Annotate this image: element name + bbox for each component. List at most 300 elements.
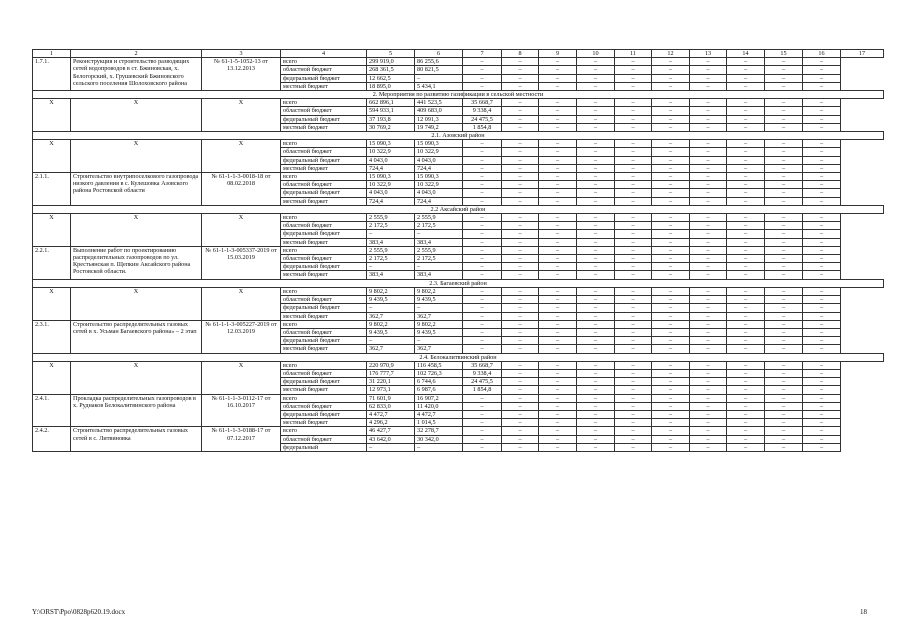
amount-cell: –	[615, 230, 652, 238]
amount-cell: –	[615, 345, 652, 353]
amount-cell: –	[652, 66, 690, 74]
amount-cell: 2 172,5	[367, 255, 415, 263]
amount-cell: –	[652, 345, 690, 353]
amount-cell: –	[577, 312, 615, 320]
column-number: 11	[615, 50, 652, 58]
amount-cell: –	[652, 361, 690, 369]
item-document: № 61-1-1-3-0112-17 от 16.10.2017	[202, 394, 281, 427]
amount-cell: –	[690, 123, 727, 131]
table-row	[33, 173, 884, 181]
amount-cell: 43 642,0	[367, 435, 415, 443]
amount-cell: –	[615, 435, 652, 443]
amount-cell: –	[765, 123, 803, 131]
item-document: № 61-1-1-3-005337-2019 от 15.03.2019	[202, 246, 281, 279]
amount-cell: –	[690, 148, 727, 156]
funding-source: федеральный бюджет	[281, 230, 367, 238]
item-number: Х	[33, 361, 71, 394]
amount-cell: –	[502, 312, 539, 320]
amount-cell: –	[463, 271, 502, 279]
amount-cell: 1 014,5	[415, 419, 463, 427]
amount-cell: –	[502, 378, 539, 386]
table-body	[33, 50, 884, 452]
amount-cell: –	[615, 238, 652, 246]
amount-cell: –	[690, 164, 727, 172]
amount-cell: –	[727, 173, 765, 181]
amount-cell: –	[502, 230, 539, 238]
amount-cell: –	[577, 99, 615, 107]
amount-cell: 724,4	[367, 197, 415, 205]
amount-cell: 30 769,2	[367, 123, 415, 131]
amount-cell: –	[690, 255, 727, 263]
amount-cell: 9 338,4	[463, 107, 502, 115]
amount-cell: –	[727, 287, 765, 295]
amount-cell: –	[652, 238, 690, 246]
amount-cell: –	[690, 140, 727, 148]
amount-cell: –	[577, 255, 615, 263]
amount-cell: –	[652, 410, 690, 418]
amount-cell: –	[577, 263, 615, 271]
amount-cell: –	[652, 197, 690, 205]
amount-cell: –	[652, 427, 690, 435]
amount-cell: –	[577, 361, 615, 369]
amount-cell: –	[803, 148, 841, 156]
amount-cell: –	[652, 369, 690, 377]
amount-cell: 31 220,1	[367, 378, 415, 386]
funding-source: областной бюджет	[281, 222, 367, 230]
amount-cell: 4 043,0	[367, 156, 415, 164]
amount-cell: –	[615, 271, 652, 279]
amount-cell: –	[727, 443, 765, 451]
funding-source: федеральный бюджет	[281, 156, 367, 164]
amount-cell: 30 342,0	[415, 435, 463, 443]
amount-cell: –	[463, 181, 502, 189]
amount-cell: –	[727, 320, 765, 328]
amount-cell: –	[765, 386, 803, 394]
amount-cell: –	[615, 361, 652, 369]
table-row	[33, 246, 884, 254]
amount-cell: –	[577, 74, 615, 82]
amount-cell: 2 555,9	[367, 214, 415, 222]
amount-cell: –	[803, 238, 841, 246]
amount-cell: –	[765, 173, 803, 181]
amount-cell: 9 802,2	[367, 320, 415, 328]
amount-cell: –	[577, 189, 615, 197]
amount-cell: –	[727, 378, 765, 386]
amount-cell: –	[727, 222, 765, 230]
amount-cell: 441 523,5	[415, 99, 463, 107]
item-name: Х	[71, 99, 202, 132]
amount-cell: –	[765, 140, 803, 148]
amount-cell: –	[539, 173, 577, 181]
amount-cell: –	[463, 246, 502, 254]
amount-cell: –	[690, 296, 727, 304]
amount-cell: –	[652, 82, 690, 90]
amount-cell: –	[765, 181, 803, 189]
amount-cell: –	[803, 386, 841, 394]
amount-cell: –	[615, 222, 652, 230]
amount-cell: –	[577, 304, 615, 312]
funding-source: федеральный бюджет	[281, 189, 367, 197]
amount-cell: –	[690, 337, 727, 345]
amount-cell: –	[539, 443, 577, 451]
amount-cell: –	[803, 74, 841, 82]
amount-cell: –	[727, 361, 765, 369]
amount-cell: –	[577, 419, 615, 427]
funding-source: федеральный бюджет	[281, 115, 367, 123]
amount-cell: –	[727, 312, 765, 320]
amount-cell: –	[539, 369, 577, 377]
column-number: 4	[281, 50, 367, 58]
amount-cell: –	[539, 427, 577, 435]
amount-cell: –	[803, 66, 841, 74]
amount-cell: –	[803, 99, 841, 107]
amount-cell: –	[615, 378, 652, 386]
funding-source: областной бюджет	[281, 328, 367, 336]
amount-cell: –	[765, 66, 803, 74]
amount-cell: –	[577, 427, 615, 435]
amount-cell: 86 255,6	[415, 58, 463, 66]
amount-cell: –	[765, 58, 803, 66]
amount-cell: –	[463, 214, 502, 222]
item-document: № 61-1-1-3-0018-18 от 08.02.2018	[202, 173, 281, 206]
amount-cell: –	[502, 394, 539, 402]
amount-cell: –	[803, 435, 841, 443]
amount-cell: 1 854,8	[463, 386, 502, 394]
amount-cell: –	[727, 296, 765, 304]
funding-source: всего	[281, 140, 367, 148]
amount-cell: –	[652, 443, 690, 451]
funding-source: областной бюджет	[281, 435, 367, 443]
amount-cell: –	[652, 402, 690, 410]
amount-cell: –	[727, 246, 765, 254]
amount-cell: 32 278,7	[415, 427, 463, 435]
funding-source: местный бюджет	[281, 419, 367, 427]
funding-source: всего	[281, 173, 367, 181]
amount-cell: –	[652, 296, 690, 304]
amount-cell: –	[539, 312, 577, 320]
amount-cell: –	[690, 197, 727, 205]
amount-cell: –	[415, 304, 463, 312]
amount-cell: –	[803, 296, 841, 304]
amount-cell: –	[652, 337, 690, 345]
amount-cell: –	[803, 197, 841, 205]
amount-cell: –	[727, 419, 765, 427]
amount-cell: –	[727, 230, 765, 238]
amount-cell: –	[765, 189, 803, 197]
amount-cell: –	[463, 394, 502, 402]
amount-cell: –	[502, 74, 539, 82]
amount-cell: –	[652, 328, 690, 336]
amount-cell: –	[463, 156, 502, 164]
amount-cell: –	[765, 197, 803, 205]
column-number: 8	[502, 50, 539, 58]
amount-cell: 11 420,0	[415, 402, 463, 410]
funding-source: местный бюджет	[281, 238, 367, 246]
column-number: 9	[539, 50, 577, 58]
amount-cell: –	[652, 222, 690, 230]
amount-cell: –	[577, 320, 615, 328]
amount-cell: –	[690, 386, 727, 394]
amount-cell: –	[690, 419, 727, 427]
amount-cell: –	[539, 435, 577, 443]
amount-cell: 594 933,1	[367, 107, 415, 115]
amount-cell: –	[539, 328, 577, 336]
column-number: 2	[71, 50, 202, 58]
amount-cell: –	[463, 287, 502, 295]
amount-cell: –	[727, 402, 765, 410]
amount-cell: –	[615, 123, 652, 131]
amount-cell: –	[652, 230, 690, 238]
amount-cell: –	[652, 115, 690, 123]
amount-cell: –	[615, 443, 652, 451]
funding-source: местный бюджет	[281, 123, 367, 131]
amount-cell: –	[803, 189, 841, 197]
funding-source: всего	[281, 394, 367, 402]
amount-cell: –	[502, 164, 539, 172]
amount-cell: –	[463, 443, 502, 451]
amount-cell: 10 322,9	[367, 148, 415, 156]
funding-source: федеральный	[281, 443, 367, 451]
amount-cell: 62 833,0	[367, 402, 415, 410]
amount-cell: –	[463, 435, 502, 443]
amount-cell: 4 043,0	[367, 189, 415, 197]
amount-cell: –	[502, 181, 539, 189]
amount-cell: –	[577, 164, 615, 172]
amount-cell: –	[539, 58, 577, 66]
amount-cell: –	[765, 148, 803, 156]
amount-cell: 18 895,0	[367, 82, 415, 90]
amount-cell: –	[803, 287, 841, 295]
funding-source: областной бюджет	[281, 255, 367, 263]
amount-cell: –	[652, 123, 690, 131]
amount-cell: –	[615, 173, 652, 181]
amount-cell: –	[727, 435, 765, 443]
column-number-row	[33, 50, 884, 58]
amount-cell: –	[765, 328, 803, 336]
amount-cell: –	[727, 82, 765, 90]
amount-cell: –	[577, 107, 615, 115]
amount-cell: 80 821,5	[415, 66, 463, 74]
amount-cell: –	[539, 394, 577, 402]
amount-cell: 9 802,2	[367, 287, 415, 295]
column-number: 7	[463, 50, 502, 58]
amount-cell: –	[803, 214, 841, 222]
item-number: 1.7.1.	[33, 58, 71, 91]
amount-cell: –	[615, 82, 652, 90]
amount-cell: –	[539, 337, 577, 345]
amount-cell: 12 662,5	[367, 74, 415, 82]
amount-cell: –	[803, 82, 841, 90]
amount-cell: –	[539, 287, 577, 295]
amount-cell: –	[690, 238, 727, 246]
column-number: 6	[415, 50, 463, 58]
amount-cell: –	[502, 410, 539, 418]
amount-cell: –	[615, 328, 652, 336]
amount-cell: –	[690, 173, 727, 181]
column-number: 15	[765, 50, 803, 58]
amount-cell: –	[463, 419, 502, 427]
amount-cell: –	[652, 263, 690, 271]
funding-source: областной бюджет	[281, 107, 367, 115]
section-row	[33, 353, 884, 361]
amount-cell: –	[463, 255, 502, 263]
amount-cell: –	[502, 402, 539, 410]
funding-source: федеральный бюджет	[281, 263, 367, 271]
section-row	[33, 205, 884, 213]
amount-cell: –	[727, 148, 765, 156]
funding-source: всего	[281, 361, 367, 369]
amount-cell: –	[539, 419, 577, 427]
item-document: Х	[202, 99, 281, 132]
amount-cell: –	[765, 263, 803, 271]
amount-cell: –	[502, 296, 539, 304]
amount-cell: –	[803, 115, 841, 123]
amount-cell: 46 427,7	[367, 427, 415, 435]
item-number: 2.4.2.	[33, 427, 71, 452]
amount-cell: 116 458,5	[415, 361, 463, 369]
funding-source: областной бюджет	[281, 66, 367, 74]
amount-cell: –	[765, 443, 803, 451]
item-number: Х	[33, 99, 71, 132]
table-row	[33, 427, 884, 435]
column-number: 14	[727, 50, 765, 58]
amount-cell: –	[367, 230, 415, 238]
amount-cell: 9 439,5	[367, 328, 415, 336]
amount-cell: –	[727, 263, 765, 271]
amount-cell: –	[463, 328, 502, 336]
amount-cell: –	[765, 296, 803, 304]
amount-cell: –	[463, 402, 502, 410]
amount-cell: –	[652, 255, 690, 263]
amount-cell: 4 472,7	[415, 410, 463, 418]
amount-cell: –	[690, 74, 727, 82]
amount-cell: –	[652, 435, 690, 443]
amount-cell: 4 043,0	[415, 156, 463, 164]
amount-cell: 362,7	[367, 345, 415, 353]
item-document: Х	[202, 140, 281, 173]
amount-cell: –	[652, 99, 690, 107]
amount-cell: 9 439,5	[415, 296, 463, 304]
amount-cell: –	[615, 99, 652, 107]
amount-cell: –	[727, 66, 765, 74]
amount-cell: –	[690, 230, 727, 238]
amount-cell: 383,4	[367, 238, 415, 246]
amount-cell: 35 668,7	[463, 361, 502, 369]
amount-cell: –	[615, 394, 652, 402]
file-path: Y:\ORST\Ppo\0828p620.19.docx	[32, 608, 126, 616]
amount-cell: –	[463, 320, 502, 328]
page-number: 18	[860, 608, 867, 616]
funding-source: федеральный бюджет	[281, 410, 367, 418]
amount-cell: 10 322,9	[415, 148, 463, 156]
amount-cell: –	[803, 402, 841, 410]
amount-cell: 6 744,6	[415, 378, 463, 386]
amount-cell: 220 970,9	[367, 361, 415, 369]
amount-cell: –	[577, 337, 615, 345]
amount-cell: –	[415, 74, 463, 82]
amount-cell: –	[765, 402, 803, 410]
amount-cell: –	[727, 197, 765, 205]
column-number: 17	[841, 50, 884, 58]
amount-cell: –	[765, 238, 803, 246]
amount-cell: –	[577, 58, 615, 66]
amount-cell: –	[652, 156, 690, 164]
funding-source: местный бюджет	[281, 197, 367, 205]
amount-cell: –	[690, 312, 727, 320]
amount-cell: –	[502, 238, 539, 246]
amount-cell: –	[803, 123, 841, 131]
budget-table	[32, 49, 884, 452]
amount-cell: –	[803, 410, 841, 418]
column-number: 3	[202, 50, 281, 58]
amount-cell: –	[803, 443, 841, 451]
amount-cell: –	[502, 214, 539, 222]
amount-cell: –	[690, 369, 727, 377]
amount-cell: –	[727, 181, 765, 189]
amount-cell: 102 726,3	[415, 369, 463, 377]
amount-cell: –	[502, 197, 539, 205]
amount-cell: 35 668,7	[463, 99, 502, 107]
amount-cell: –	[502, 304, 539, 312]
amount-cell: –	[765, 312, 803, 320]
amount-cell: –	[690, 66, 727, 74]
amount-cell: –	[615, 410, 652, 418]
amount-cell: –	[415, 263, 463, 271]
table-row	[33, 287, 884, 295]
amount-cell: –	[577, 156, 615, 164]
amount-cell: –	[539, 99, 577, 107]
amount-cell: 409 683,0	[415, 107, 463, 115]
funding-source: областной бюджет	[281, 369, 367, 377]
amount-cell: –	[577, 197, 615, 205]
amount-cell: –	[690, 189, 727, 197]
amount-cell: –	[652, 304, 690, 312]
amount-cell: 4 472,7	[367, 410, 415, 418]
amount-cell: –	[539, 181, 577, 189]
item-name: Х	[71, 140, 202, 173]
amount-cell: –	[577, 173, 615, 181]
amount-cell: –	[463, 58, 502, 66]
amount-cell: –	[690, 410, 727, 418]
funding-source: областной бюджет	[281, 402, 367, 410]
amount-cell: –	[690, 378, 727, 386]
amount-cell: –	[539, 410, 577, 418]
amount-cell: –	[690, 345, 727, 353]
amount-cell: –	[615, 197, 652, 205]
amount-cell: 383,4	[367, 271, 415, 279]
amount-cell: –	[690, 402, 727, 410]
amount-cell: –	[615, 312, 652, 320]
funding-source: местный бюджет	[281, 345, 367, 353]
amount-cell: –	[502, 66, 539, 74]
amount-cell: –	[577, 123, 615, 131]
table-row	[33, 214, 884, 222]
amount-cell: –	[463, 230, 502, 238]
amount-cell: –	[539, 296, 577, 304]
amount-cell: –	[727, 140, 765, 148]
amount-cell: –	[577, 82, 615, 90]
amount-cell: 299 919,0	[367, 58, 415, 66]
amount-cell: –	[577, 410, 615, 418]
amount-cell: –	[539, 140, 577, 148]
amount-cell: –	[502, 115, 539, 123]
amount-cell: –	[803, 263, 841, 271]
funding-source: всего	[281, 99, 367, 107]
funding-source: федеральный бюджет	[281, 304, 367, 312]
amount-cell: –	[765, 99, 803, 107]
amount-cell: –	[803, 320, 841, 328]
amount-cell: –	[539, 378, 577, 386]
